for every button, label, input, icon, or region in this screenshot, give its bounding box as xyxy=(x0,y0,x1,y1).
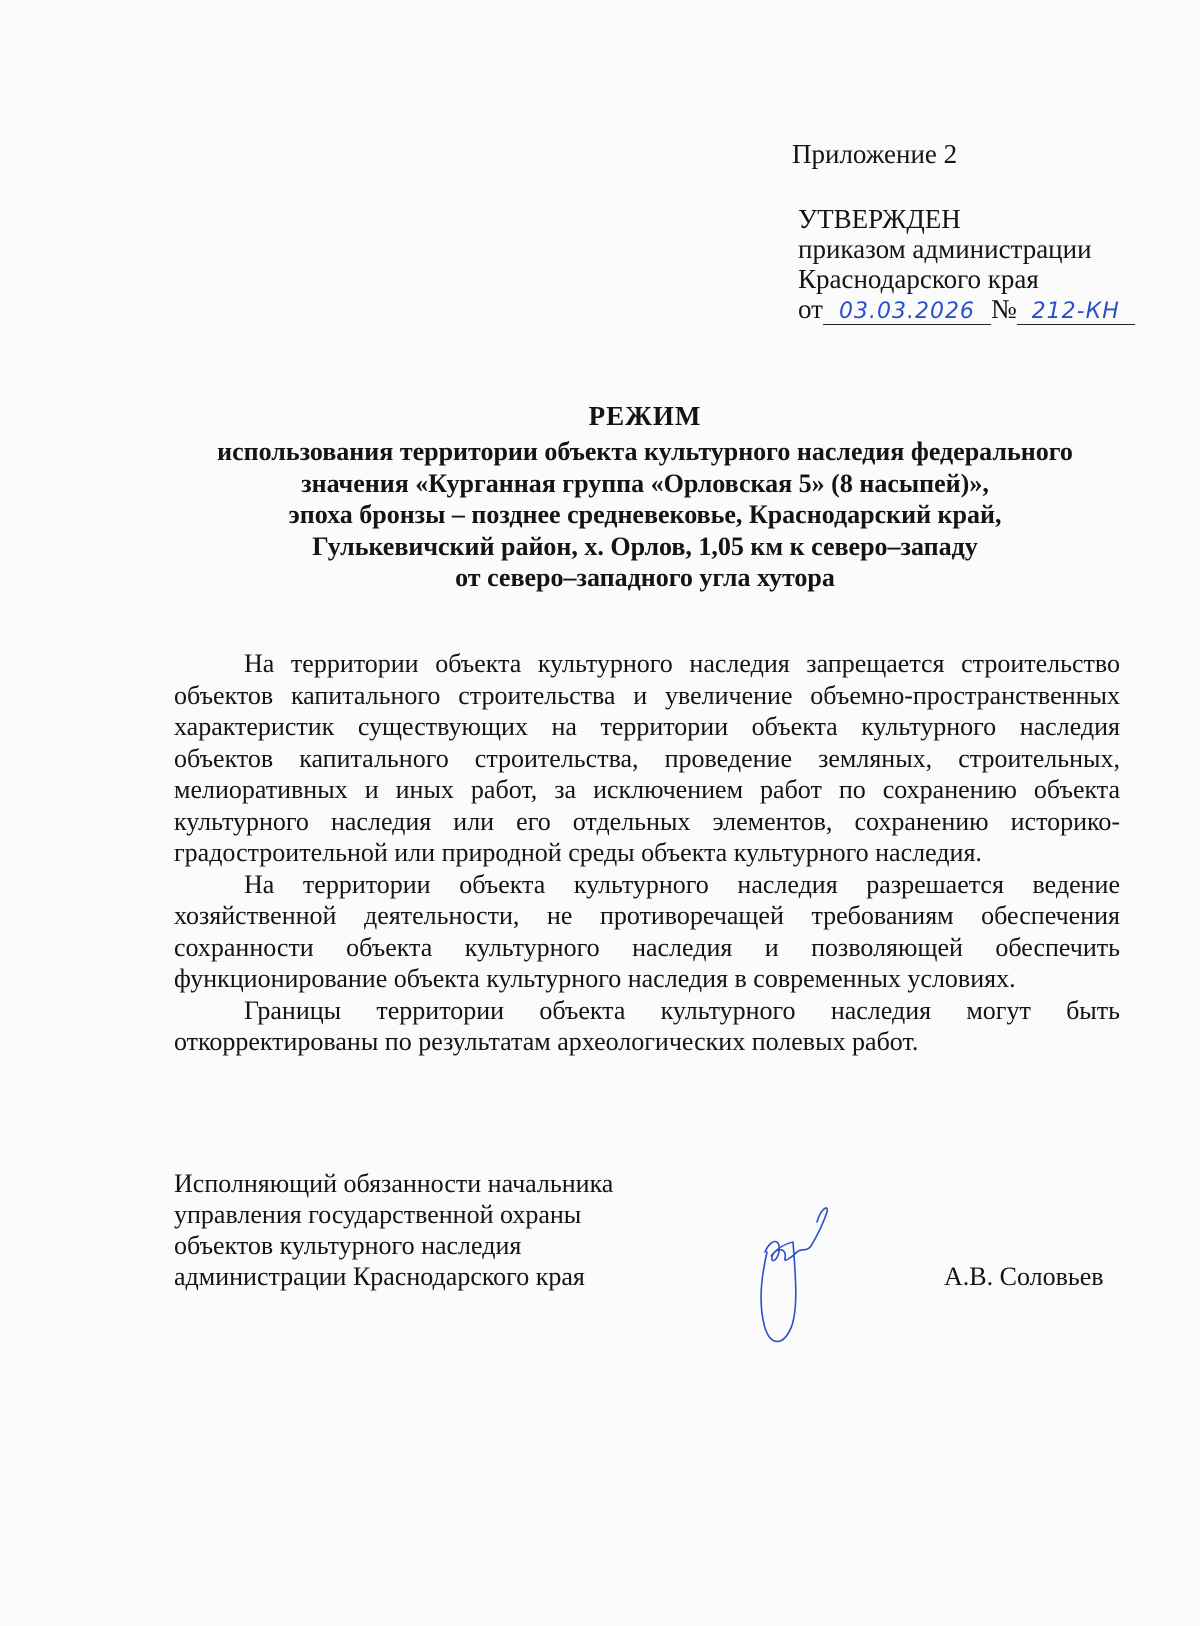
approved-line-2: Краснодарского края xyxy=(798,264,1039,294)
subtitle-line: от северо–западного угла хутора xyxy=(455,563,835,592)
order-line xyxy=(798,294,1135,325)
signer-line: администрации Краснодарского края xyxy=(174,1262,585,1291)
subtitle-line: значения «Курганная группа «Орловская 5» (8 насыпей)», xyxy=(301,468,989,498)
from-label: от xyxy=(798,294,823,324)
order-number-field xyxy=(1017,297,1135,325)
approved-line-1: приказом администрации xyxy=(798,234,1092,264)
approved-title: УТВЕРЖДЕН xyxy=(798,204,961,234)
signer-line: Исполняющий обязанности начальника xyxy=(174,1169,614,1198)
order-date-field xyxy=(823,297,991,325)
subtitle-line: использования территории объекта культурного наследия федерального xyxy=(217,437,1073,466)
handwritten-signature xyxy=(755,1200,865,1350)
paragraph: На территории объекта культурного наследия запрещается строительство объектов капитального строительства и увеличение объемно-пространственных характеристик существующих на территории объекта культурного наследия объектов капитального строительства, проведение земляных, строительных, мелиоративных и иных работ, за исключением работ по сохранению объекта культурного наследия или его отдельных элементов, сохранению историко-градостроительной или природной среды объекта культурного наследия. xyxy=(174,649,1120,867)
signer-position xyxy=(174,1168,613,1292)
subtitle-line: Гулькевичский район, х. Орлов, 1,05 км к северо–западу xyxy=(312,531,978,561)
paragraph: На территории объекта культурного наследия разрешается ведение хозяйственной деятельности, не противоречащей требованиям обеспечения сохранности объекта культурного наследия и позволяющей обеспечить функционирование объекта культурного наследия в современных условиях. xyxy=(174,869,1120,993)
title-block xyxy=(130,396,1160,594)
order-number-handwritten: 212-КН xyxy=(1031,299,1120,324)
document-subtitle xyxy=(130,436,1160,594)
approval-stamp-block xyxy=(798,204,1135,325)
order-date-handwritten: 03.03.2026 xyxy=(838,299,975,324)
number-label: № xyxy=(990,294,1017,324)
document-title: РЕЖИМ xyxy=(588,401,702,431)
signer-line: объектов культурного наследия xyxy=(174,1231,522,1260)
signer-name: А.В. Соловьев xyxy=(944,1262,1104,1291)
paragraph: Границы территории объекта культурного наследия могут быть откорректированы по результатам археологических полевых работ. xyxy=(174,995,1120,1056)
appendix-label: Приложение 2 xyxy=(792,139,958,169)
body-text xyxy=(174,648,1120,1058)
subtitle-line: эпоха бронзы – позднее средневековье, Краснодарский край, xyxy=(288,500,1002,529)
signer-line: управления государственной охраны xyxy=(174,1200,582,1229)
